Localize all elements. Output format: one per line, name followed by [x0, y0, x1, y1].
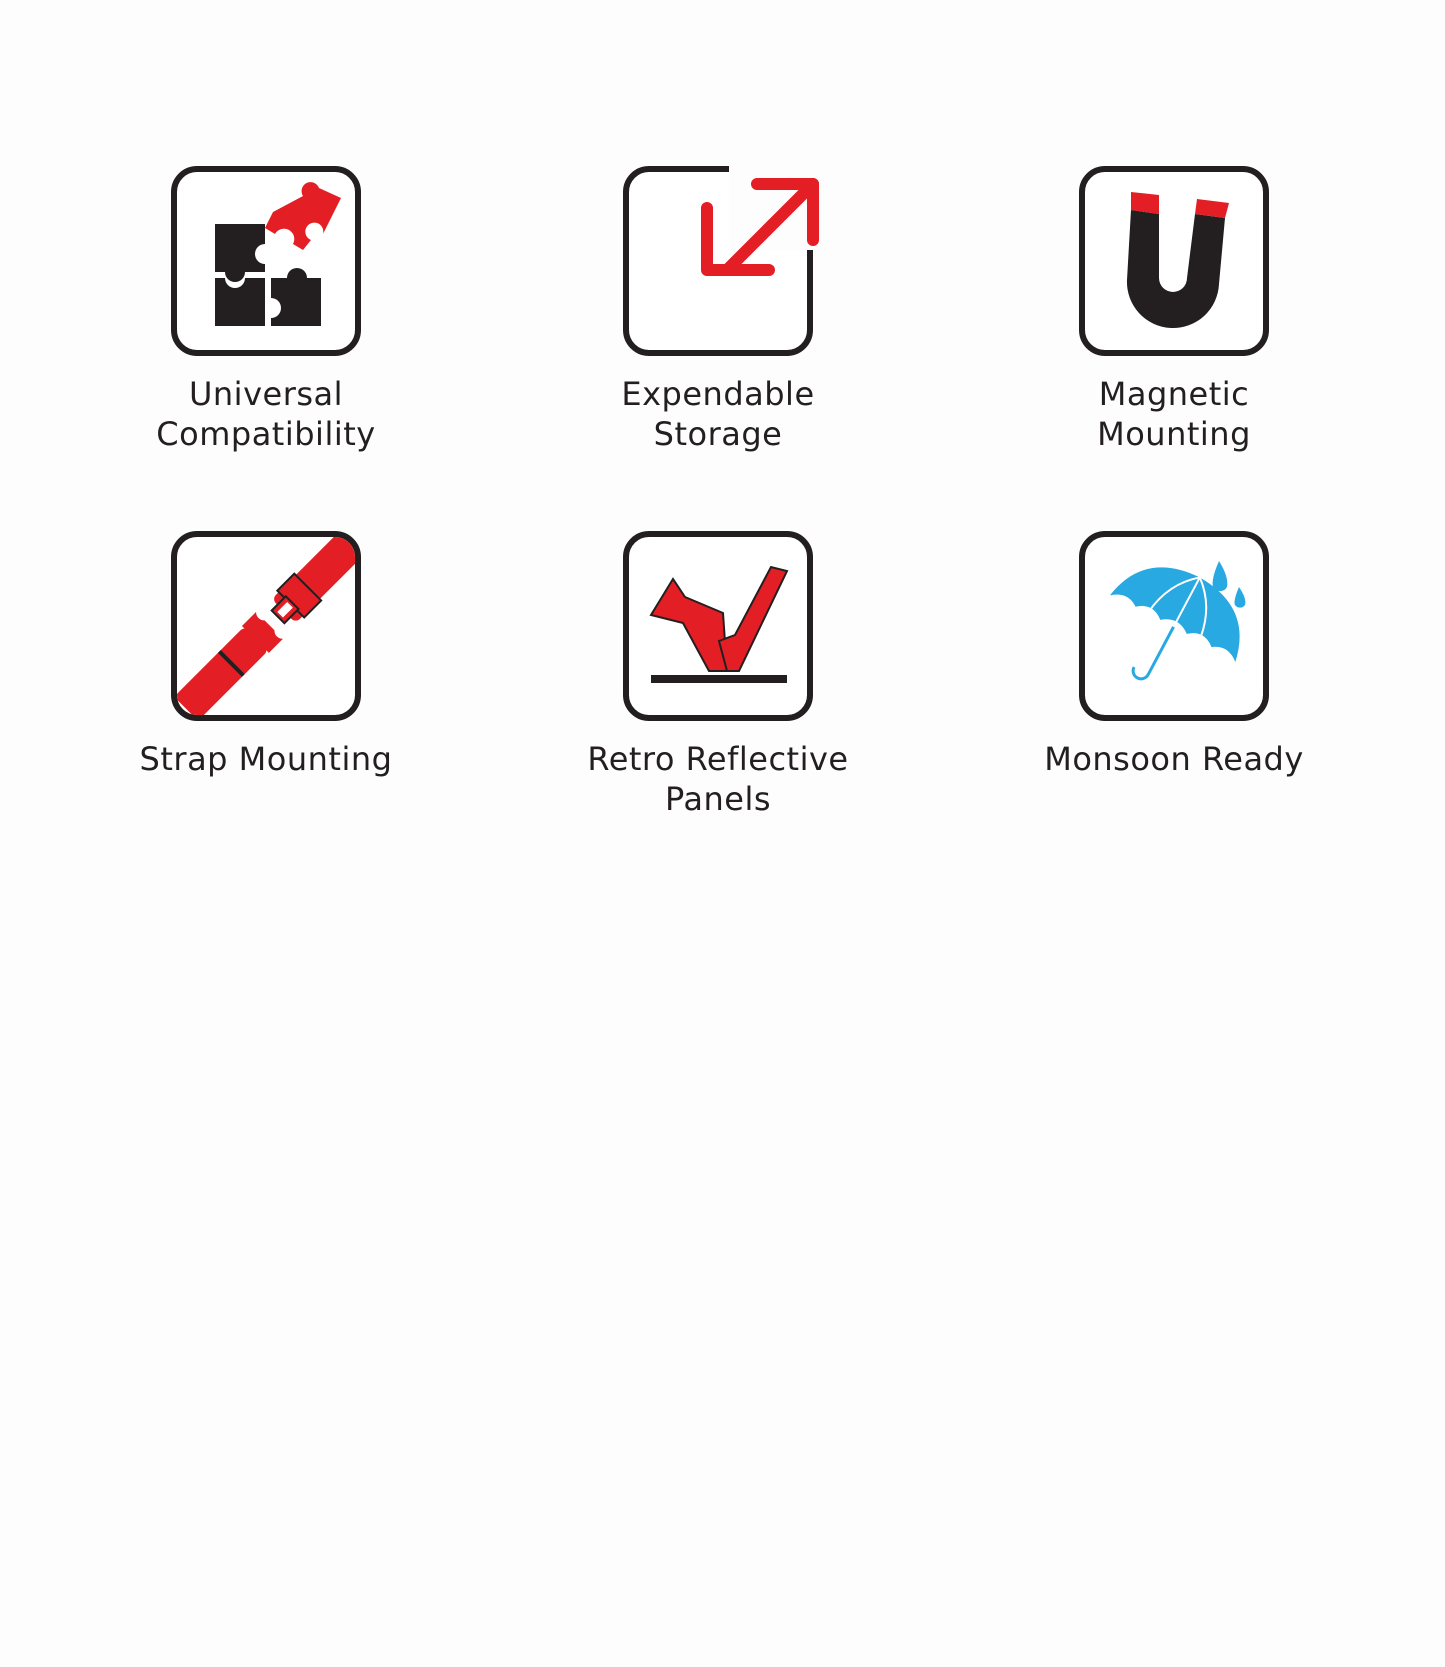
feature-expendable-storage: [538, 166, 898, 454]
expand-arrow-icon: [623, 166, 813, 356]
feature-label-line: Monsoon Ready: [1044, 740, 1304, 778]
feature-label: [140, 739, 393, 779]
feature-label: [621, 374, 814, 454]
umbrella-rain-icon: [1079, 531, 1269, 721]
reflective-check-icon: [623, 531, 813, 721]
feature-label-line: Compatibility: [156, 415, 376, 453]
feature-icon-box: [171, 531, 361, 721]
feature-icon-box: [623, 531, 813, 721]
magnet-icon: [1079, 166, 1269, 356]
feature-strap-mounting: [86, 531, 446, 779]
feature-label: [156, 374, 375, 454]
feature-label: [1044, 739, 1304, 779]
feature-label-line: Expendable: [621, 375, 815, 413]
feature-label-line: Magnetic: [1098, 375, 1250, 413]
feature-label-line: Strap Mounting: [139, 740, 393, 778]
feature-icon-box: [1079, 531, 1269, 721]
feature-label-line: Mounting: [1097, 415, 1251, 453]
feature-magnetic-mounting: [994, 166, 1354, 454]
feature-icon-box: [1079, 166, 1269, 356]
feature-label: [1097, 374, 1251, 454]
feature-monsoon-ready: [994, 531, 1354, 779]
puzzle-icon: [171, 166, 361, 356]
feature-icon-box: [171, 166, 361, 356]
feature-label-line: Retro Reflective: [587, 740, 849, 778]
feature-universal-compatibility: [86, 166, 446, 454]
feature-label-line: Panels: [665, 780, 771, 818]
feature-label-line: Storage: [653, 415, 783, 453]
feature-label-line: Universal: [188, 375, 344, 413]
feature-icon-box: [623, 166, 813, 356]
buckle-strap-icon: [171, 531, 361, 721]
feature-label: [587, 739, 848, 819]
feature-retro-reflective-panels: [538, 531, 898, 819]
